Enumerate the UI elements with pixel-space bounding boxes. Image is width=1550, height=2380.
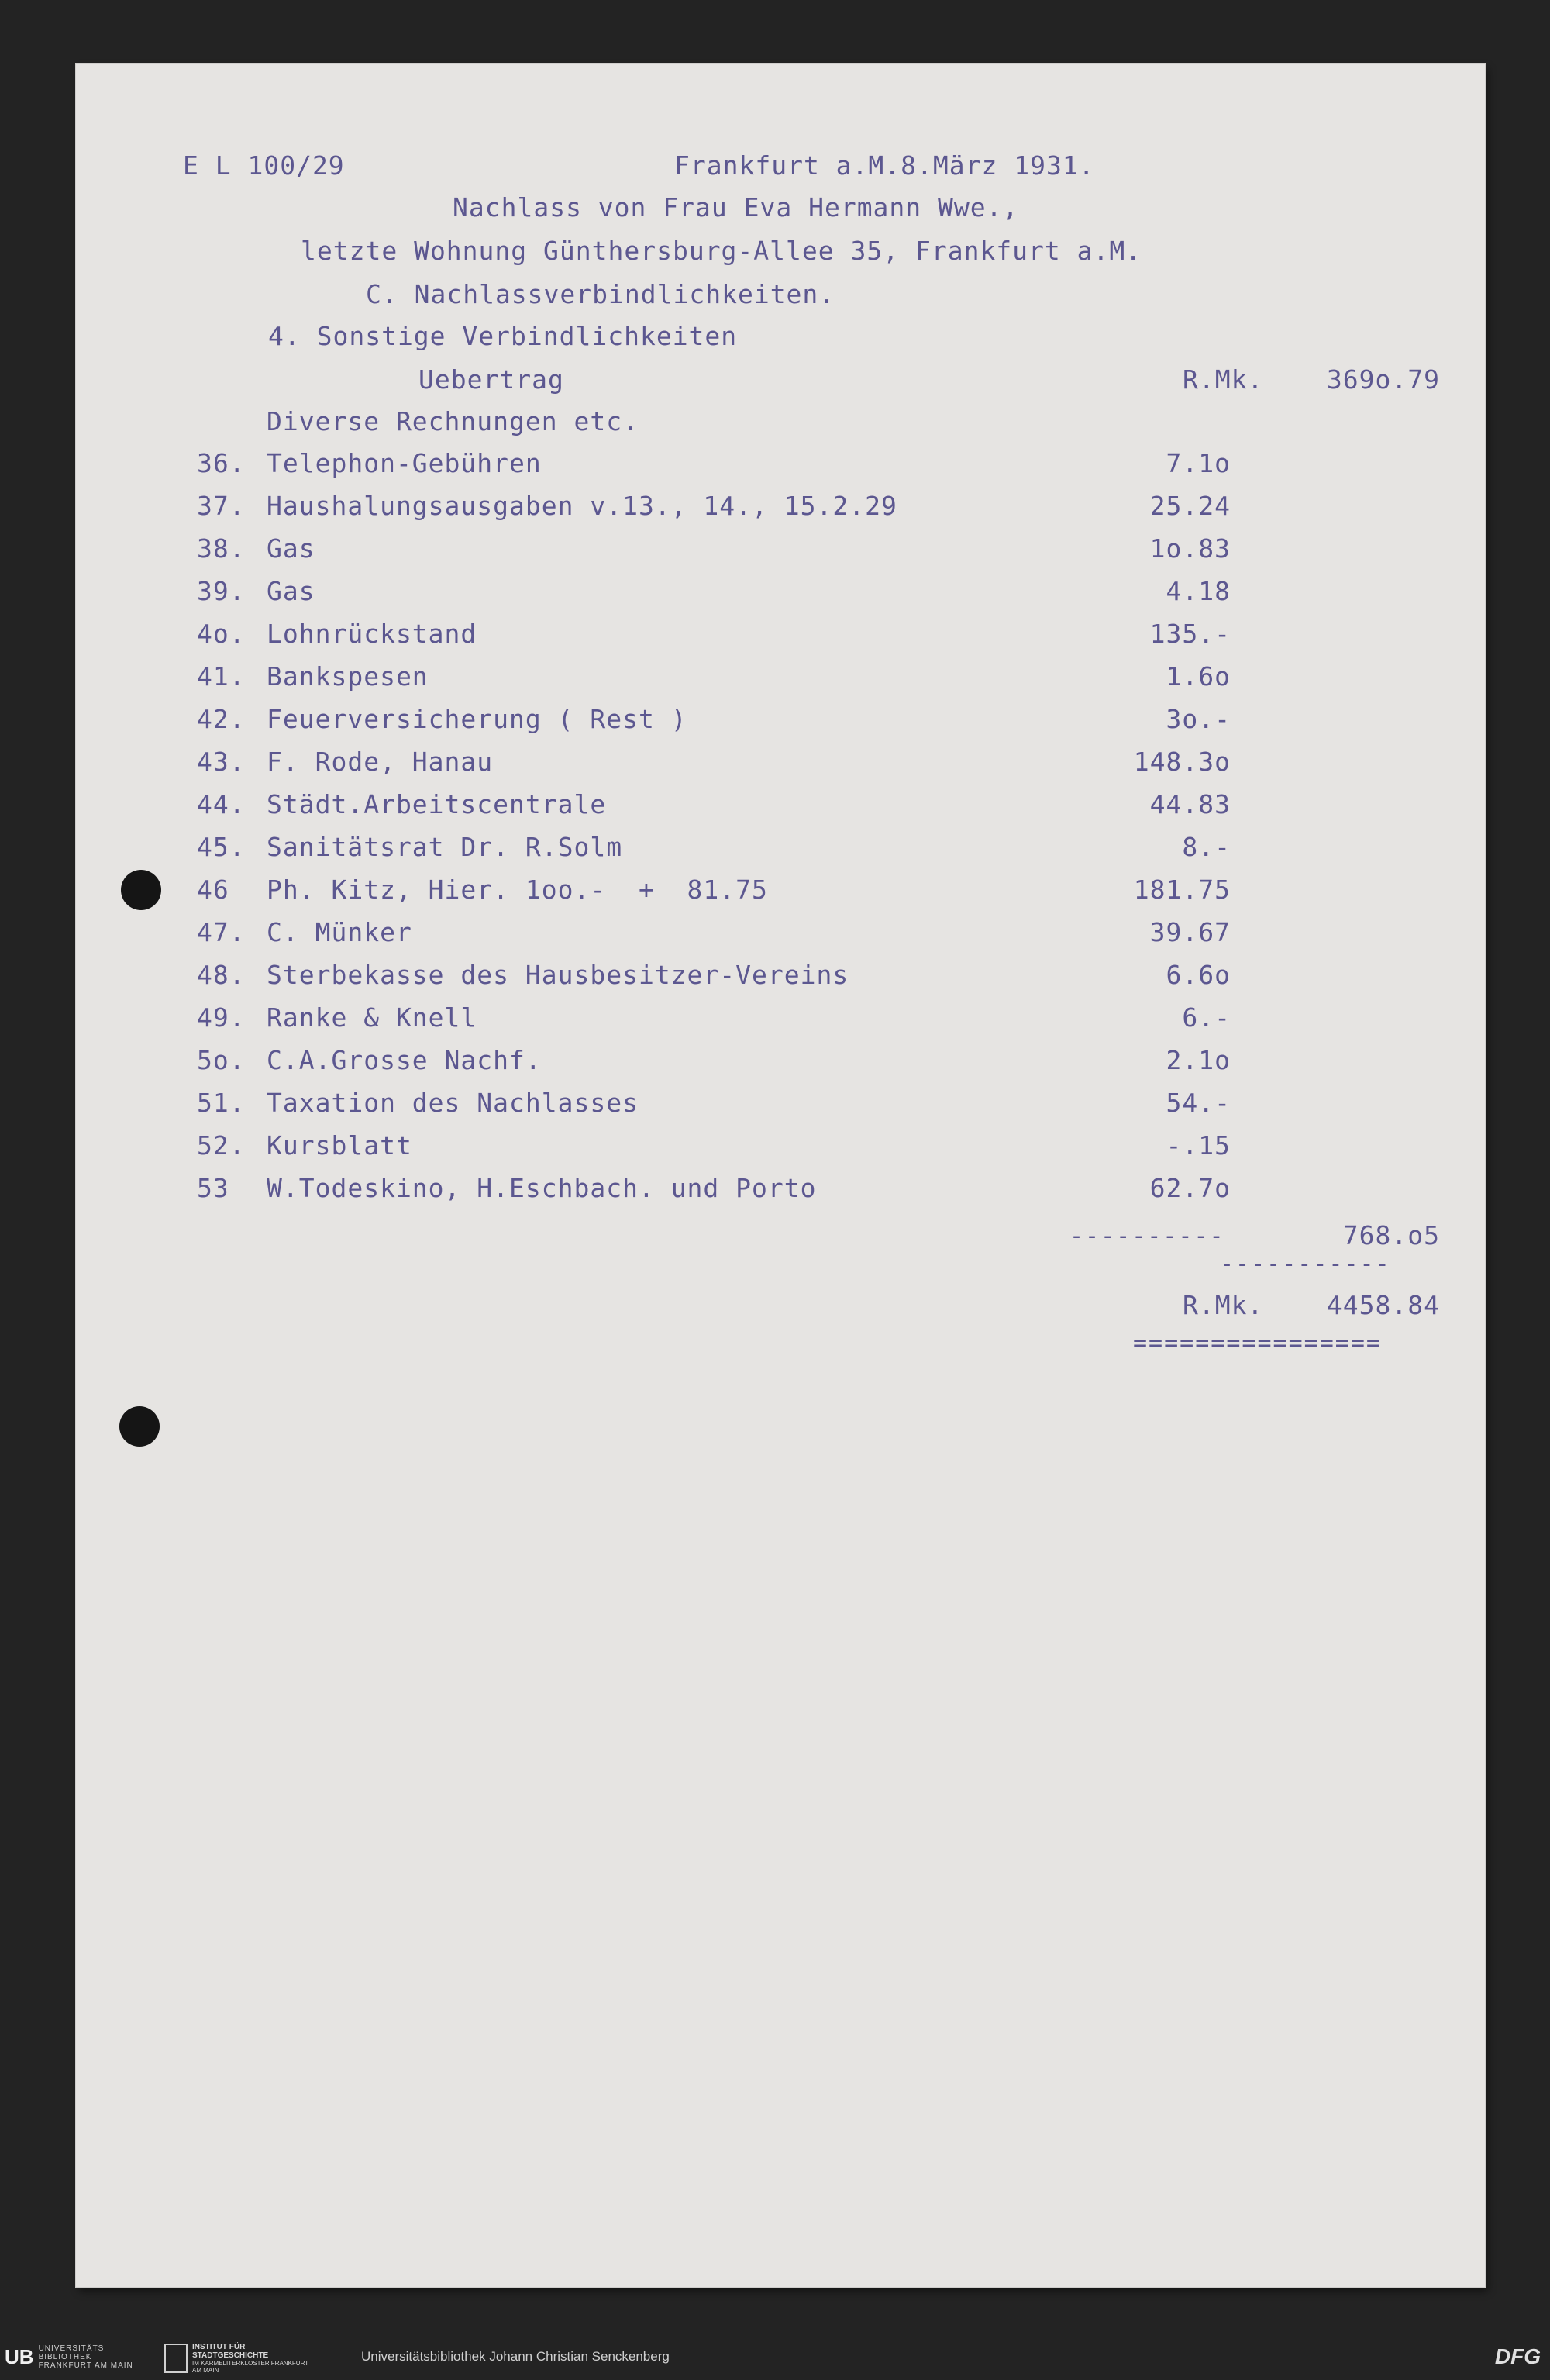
dash-rule-left: ---------- (1070, 1223, 1225, 1250)
item-description: Gas (267, 533, 315, 564)
item-description: Taxation des Nachlasses (267, 1088, 639, 1118)
item-amount: -.15 (1166, 1130, 1231, 1161)
institute-logo-text-group (192, 2343, 308, 2374)
item-amount: 4.18 (1166, 576, 1231, 606)
item-amount: 39.67 (1149, 917, 1231, 947)
library-name: Universitätsbibliothek Johann Christian Senckenberg (361, 2349, 670, 2364)
carry-amount: 369o.79 (1326, 364, 1440, 395)
item-amount: 7.1o (1166, 448, 1231, 478)
item-number: 4o. (197, 619, 246, 649)
document-page (76, 64, 1485, 2287)
section-title: 4. Sonstige Verbindlichkeiten (268, 321, 738, 351)
punch-hole-bottom (119, 1406, 160, 1447)
heading-address: letzte Wohnung Günthersburg-Allee 35, Frankfurt a.M. (301, 236, 1142, 266)
item-amount: 6.6o (1166, 960, 1231, 990)
item-number: 39. (197, 576, 246, 606)
item-number: 43. (197, 747, 246, 777)
item-amount: 135.- (1149, 619, 1231, 649)
institute-name: INSTITUT FÜR STADTGESCHICHTE (192, 2343, 269, 2360)
institute-logo (164, 2343, 308, 2374)
subheading: Diverse Rechnungen etc. (267, 406, 639, 436)
heading-estate: Nachlass von Frau Eva Hermann Wwe., (453, 192, 1019, 222)
carry-currency: R.Mk. (1183, 364, 1264, 395)
item-description: Lohnrückstand (267, 619, 477, 649)
item-number: 52. (197, 1130, 246, 1161)
item-amount: 3o.- (1166, 704, 1231, 734)
ub-logo-text: UNIVERSITÄTS BIBLIOTHEK FRANKFURT AM MAIN (38, 2344, 133, 2370)
footer-bar (0, 2335, 1550, 2380)
item-description: Feuerversicherung ( Rest ) (267, 704, 687, 734)
item-number: 47. (197, 917, 246, 947)
heading-liabilities: C. Nachlassverbindlichkeiten. (366, 279, 835, 309)
ub-logo (5, 2343, 147, 2371)
item-number: 36. (197, 448, 246, 478)
institute-sub: IM KARMELITERKLOSTER FRANKFURT AM MAIN (192, 2360, 308, 2374)
item-number: 53 (197, 1173, 229, 1203)
item-number: 48. (197, 960, 246, 990)
institute-logo-icon (164, 2344, 188, 2373)
dfg-logo: DFG (1494, 2344, 1541, 2368)
item-number: 49. (197, 1002, 246, 1033)
item-number: 42. (197, 704, 246, 734)
item-description: Sterbekasse des Hausbesitzer-Vereins (267, 960, 849, 990)
item-description: W.Todeskino, H.Eschbach. und Porto (267, 1173, 817, 1203)
total-amount: 4458.84 (1326, 1290, 1440, 1320)
item-number: 45. (197, 832, 246, 862)
reference-number: E L 100/29 (183, 150, 345, 181)
item-number: 46 (197, 874, 229, 905)
ub-logo-mark: UB (5, 2344, 34, 2368)
item-description: Kursblatt (267, 1130, 412, 1161)
item-amount: 181.75 (1133, 874, 1231, 905)
item-description: Gas (267, 576, 315, 606)
item-amount: 1.6o (1166, 661, 1231, 692)
item-description: Ph. Kitz, Hier. 1oo.- + 81.75 (267, 874, 768, 905)
item-amount: 54.- (1166, 1088, 1231, 1118)
item-description: C.A.Grosse Nachf. (267, 1045, 542, 1075)
item-description: Ranke & Knell (267, 1002, 477, 1033)
item-number: 5o. (197, 1045, 246, 1075)
total-currency: R.Mk. (1183, 1290, 1264, 1320)
subtotal-amount: 768.o5 (1342, 1220, 1440, 1250)
item-description: Städt.Arbeitscentrale (267, 789, 607, 819)
item-amount: 1o.83 (1149, 533, 1231, 564)
item-number: 38. (197, 533, 246, 564)
item-description: Sanitätsrat Dr. R.Solm (267, 832, 623, 862)
item-amount: 25.24 (1149, 491, 1231, 521)
item-description: Telephon-Gebühren (267, 448, 542, 478)
place-date: Frankfurt a.M.8.März 1931. (674, 150, 1095, 181)
item-number: 37. (197, 491, 246, 521)
item-description: F. Rode, Hanau (267, 747, 494, 777)
item-amount: 62.7o (1149, 1173, 1231, 1203)
item-amount: 148.3o (1133, 747, 1231, 777)
item-description: C. Münker (267, 917, 412, 947)
punch-hole-top (121, 870, 161, 910)
item-amount: 44.83 (1149, 789, 1231, 819)
double-rule: ================ (1133, 1330, 1382, 1357)
item-number: 41. (197, 661, 246, 692)
item-amount: 8.- (1182, 832, 1231, 862)
item-number: 51. (197, 1088, 246, 1118)
item-description: Bankspesen (267, 661, 429, 692)
dash-rule-right: ----------- (1220, 1250, 1391, 1278)
item-amount: 2.1o (1166, 1045, 1231, 1075)
item-description: Haushalungsausgaben v.13., 14., 15.2.29 (267, 491, 897, 521)
item-number: 44. (197, 789, 246, 819)
item-amount: 6.- (1182, 1002, 1231, 1033)
carry-label: Uebertrag (418, 364, 564, 395)
